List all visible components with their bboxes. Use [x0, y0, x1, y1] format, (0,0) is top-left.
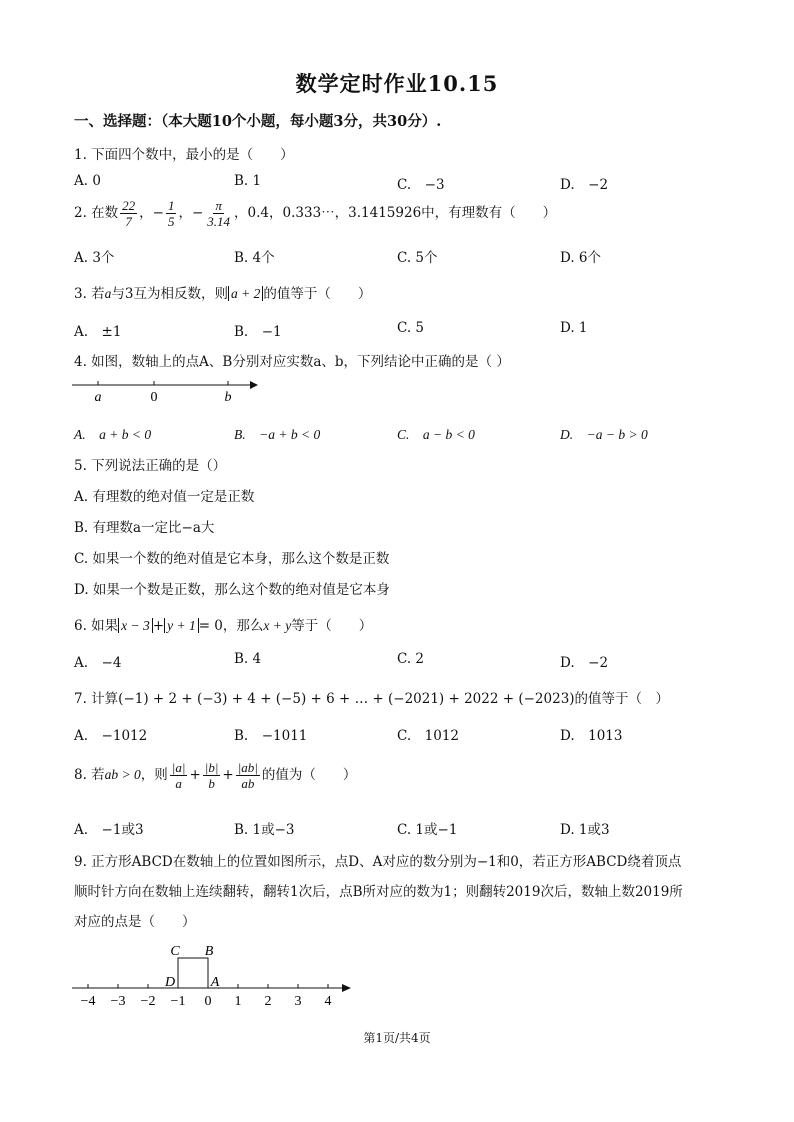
q9-tick-label-5: 1	[234, 994, 242, 1009]
square-abcd	[178, 958, 208, 988]
q5-option-a: A. 有理数的绝对值一定是正数	[74, 489, 255, 505]
page-footer: 第1页/共4页	[363, 1031, 431, 1045]
section-heading: 一、选择题：（本大题10个小题，每小题3分，共30分）.	[74, 113, 442, 130]
q9-tick-label-0: −4	[80, 994, 96, 1009]
q2-option-a: A. 3个	[74, 250, 115, 266]
absolute-value-a-plus-2: a + 2	[228, 286, 263, 301]
q6-option-a: A. −4	[74, 655, 122, 671]
q4-number-line	[70, 374, 270, 408]
fraction-abs-b-over-b: $\frac{|b|}{b}$	[204, 760, 219, 791]
question-9-line-3: 对应的点是（ ）	[74, 914, 196, 930]
q8-option-c: C. 1或−1	[397, 822, 458, 838]
q9-square-number-line	[70, 940, 360, 1010]
question-3-stem: 3. 若a与3互为相反数，则 a + 2 的值等于（ ）	[74, 286, 372, 302]
fraction-1-5: $\frac{1}{5}$	[167, 198, 175, 229]
q1-option-c: C. −3	[397, 177, 445, 193]
q9-tick-label-1: −3	[110, 994, 126, 1009]
absolute-value-x-minus-3: x − 3	[118, 618, 153, 633]
fraction-pi-3-14: $\frac{\pi}{3.14}$	[207, 198, 231, 229]
question-6-stem: 6. 如果 x − 3 + y + 1 = 0，那么x + y等于（ ）	[74, 618, 373, 634]
question-9-line-1: 9. 正方形ABCD在数轴上的位置如图所示，点D、A对应的数分别为−1和0，若正方形ABCD绕着顶点	[74, 854, 682, 870]
q4-label-b: b	[224, 390, 232, 405]
question-5-stem: 5. 下列说法正确的是（）	[74, 458, 227, 474]
q7-option-a: A. −1012	[74, 728, 148, 744]
vertex-label-c: C	[170, 944, 180, 959]
q3-option-c: C. 5	[397, 320, 425, 336]
q2-option-b: B. 4个	[234, 250, 275, 266]
q1-option-b: B. 1	[234, 173, 262, 189]
q6-option-c: C. 2	[397, 651, 425, 667]
q6-option-d: D. −2	[560, 655, 609, 671]
q7-option-c: C. 1012	[397, 728, 459, 744]
q9-tick-label-2: −2	[140, 994, 156, 1009]
q3-option-b: B. −1	[234, 324, 282, 340]
vertex-label-a: A	[210, 975, 220, 990]
fraction-22-7: $\frac{22}{7}$	[122, 198, 136, 229]
fraction-abs-a-over-a: $\frac{|a|}{a}$	[171, 760, 186, 791]
q9-tick-label-3: −1	[170, 994, 186, 1009]
question-7-stem: 7. 计算(−1) + 2 + (−3) + 4 + (−5) + 6 + … + (−2021) + 2022 + (−2023)的值等于（ ）	[74, 691, 670, 707]
vertex-label-b: B	[204, 944, 214, 959]
q4-option-c: C. a − b < 0	[397, 427, 475, 442]
question-2-stem: 2. 在数 $\frac{22}{7}$ ，− $\frac{1}{5}$ ，− $\frac{\pi}{3.14}$ ，0.4，0.333⋯，3.1415926中，有理数有（ ）	[74, 198, 557, 229]
q4-option-b: B. −a + b < 0	[234, 427, 321, 442]
q5-option-c: C. 如果一个数的绝对值是它本身，那么这个数是正数	[74, 551, 390, 567]
q9-tick-label-4: 0	[204, 994, 212, 1009]
vertex-label-d: D	[164, 975, 176, 990]
q5-option-d: D. 如果一个数是正数，那么这个数的绝对值是它本身	[74, 582, 390, 598]
question-1-stem: 1. 下面四个数中，最小的是（ ）	[74, 147, 294, 163]
q1-option-d: D. −2	[560, 177, 609, 193]
q4-label-a: a	[94, 390, 102, 405]
q3-option-d: D. 1	[560, 320, 588, 336]
page-title: 数学定时作业10.15	[295, 71, 499, 96]
q2-option-d: D. 6个	[560, 250, 602, 266]
q9-tick-label-6: 2	[264, 994, 272, 1009]
absolute-value-y-plus-1: y + 1	[164, 618, 199, 633]
q9-tick-label-7: 3	[294, 994, 302, 1009]
question-8-stem: 8. 若ab > 0，则 $\frac{|a|}{a}$ + $\frac{|b|}{b}$ + $\frac{|ab|}{ab}$ 的值为（ ）	[74, 760, 357, 791]
q9-tick-label-8: 4	[324, 994, 332, 1009]
fraction-abs-ab-over-ab: $\frac{|ab|}{ab}$	[237, 760, 258, 791]
q8-option-b: B. 1或−3	[234, 822, 295, 838]
q8-option-a: A. −1或3	[74, 822, 144, 838]
q4-option-d: D. −a − b > 0	[560, 427, 648, 442]
q1-option-a: A. 0	[74, 173, 101, 189]
q5-option-b: B. 有理数a一定比−a大	[74, 520, 215, 536]
q3-option-a: A. ±1	[74, 324, 122, 340]
q7-option-b: B. −1011	[234, 728, 308, 744]
question-9-line-2: 顺时针方向在数轴上连续翻转，翻转1次后，点B所对应的数为1；则翻转2019次后，数轴上数2019所	[74, 884, 683, 900]
q4-option-a: A. a + b < 0	[74, 427, 152, 442]
q7-option-d: D. 1013	[560, 728, 623, 744]
question-4-stem: 4. 如图，数轴上的点A、B分别对应实数a、b，下列结论中正确的是（ ）	[74, 354, 510, 370]
q4-label-zero: 0	[150, 390, 158, 405]
q2-option-c: C. 5个	[397, 250, 438, 266]
q8-option-d: D. 1或3	[560, 822, 610, 838]
q6-option-b: B. 4	[234, 651, 262, 667]
